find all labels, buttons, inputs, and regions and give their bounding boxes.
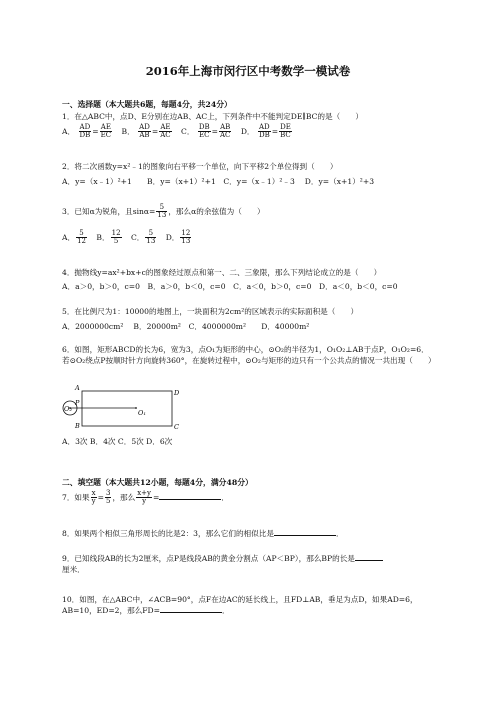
q1-option-c[interactable]: C． $\frac{DB}{EC}$ = $\frac{AB}{AC}$ (181, 123, 231, 140)
q3-option-c[interactable]: C． $\frac{5}{13}$ (130, 229, 156, 246)
question-2-stem: 2．将二次函数y=x²﹣1的图象向右平移一个单位，向下平移2个单位得到（ ） (62, 162, 338, 171)
q1-option-a[interactable]: A． $\frac{AD}{DB}$ = $\frac{AE}{EC}$ (62, 123, 112, 140)
question-5-stem: 5．在比例尺为1：10000的地图上，一块面积为2cm²的区域表示的实际面积是（ ） (62, 307, 359, 316)
question-3-stem: 3．已知α为锐角，且sinα= $\frac{5}{13}$ ，那么α的余弦值为（ ） (62, 203, 265, 220)
fraction: $\frac{AE}{EC}$ (100, 123, 112, 140)
q1-option-d[interactable]: D． $\frac{AD}{DB}$ = $\frac{DE}{BC}$ (240, 123, 291, 140)
answer-blank[interactable] (159, 492, 221, 500)
rectangle-abcd (82, 391, 172, 426)
q3-option-b[interactable]: B． $\frac{12}{5}$ (96, 229, 121, 246)
question-6-stem: 6．如图，矩形ABCD的长为6，宽为3，点O₁为矩形的中心，⊙O₂的半径为1，O₁O₂⊥AB于点P，O₁O₂=6．若⊙O₂绕点P按顺时针方向旋转360°，在旋转过程中，⊙O₂与矩形的边只有一个公共点的情况一共出现（ ） (62, 345, 436, 365)
fraction: $\frac{AB}{AC}$ (220, 123, 231, 140)
question-9-stem: 9．已知线段AB的长为2厘米，点P是线段AB的黄金分割点（AP＜BP），那么BP的长是 厘米． (62, 553, 434, 575)
question-3-options (62, 230, 198, 246)
option-label: B． (121, 126, 135, 136)
page-title: 2016年上海市闵行区中考数学一模试卷 (145, 64, 351, 78)
fraction: $\frac{DE}{BC}$ (280, 123, 291, 140)
fraction: $\frac{AD}{AB}$ (139, 123, 150, 140)
answer-blank[interactable] (355, 553, 383, 561)
label-a: A (75, 384, 80, 392)
question-2-options[interactable]: A．y=（x﹣1）²+1 B．y=（x+1）²+1 C．y=（x﹣1）²﹣3 D．y=（x+1）²+3 (62, 177, 375, 186)
q3-option-d[interactable]: D． $\frac{12}{13}$ (165, 229, 191, 246)
label-d: D (174, 389, 180, 397)
rectangle-circle-diagram (62, 384, 202, 430)
section-heading-choice: 一、选择题（本大题共6题，每题4分，共24分） (62, 100, 232, 109)
option-label: A． (62, 126, 76, 136)
q1-option-b[interactable]: B． $\frac{AD}{AB}$ = $\frac{AE}{AC}$ (121, 123, 171, 140)
question-4-options[interactable]: A．a＞0，b＞0，c=0 B．a＞0，b＜0，c=0 C．a＜0，b＞0，c=0 D．a＜0，b＜0，c=0 (62, 282, 398, 291)
center-o1 (135, 407, 137, 409)
fraction: $\frac{DB}{EC}$ (198, 123, 210, 140)
option-label: C． (181, 126, 195, 136)
label-c: C (174, 423, 179, 430)
fraction: $\frac{5}{13}$ (157, 203, 167, 220)
answer-blank[interactable] (160, 605, 222, 613)
label-b: B (75, 422, 80, 430)
question-10-stem: 10．如图，在△ABC中，∠ACB=90°，点F在边AC的延长线上，且FD⊥AB，垂足为点D，如果AD=6，AB=10，ED=2，那么FD= ． (62, 595, 418, 615)
question-7-stem: 7．如果 $\frac{x}{y}$ = $\frac{3}{5}$ ，那么 $\frac{x+y}{y}$ = ． (62, 489, 229, 506)
label-o1: O₁ (138, 409, 146, 417)
label-o2: O₂ (64, 405, 72, 413)
q3-option-a[interactable]: A． $\frac{5}{12}$ (62, 229, 86, 246)
question-4-stem: 4．抛物线y=ax²+bx+c的图象经过原点和第一、二、三象限，那么下列结论成立的是（ ） (62, 268, 382, 277)
label-p: P (75, 399, 80, 407)
fraction: $\frac{AD}{DB}$ (79, 123, 91, 140)
question-6-options[interactable]: A．3次 B．4次 C．5次 D．6次 (62, 437, 173, 446)
option-label: D． (240, 126, 255, 136)
question-8-stem: 8．如果两个相似三角形周长的比是2：3，那么它们的相似比是 ． (62, 529, 344, 538)
fraction: $\frac{AD}{DB}$ (258, 123, 270, 140)
question-1-options (62, 124, 299, 140)
fraction: $\frac{AE}{AC}$ (160, 123, 171, 140)
question-5-options[interactable]: A．2000000cm² B．20000m² C．4000000m² D．40000m² (62, 322, 310, 331)
section-heading-fill: 二、填空题（本大题共12小题，每题4分，满分48分） (62, 478, 253, 487)
answer-blank[interactable] (274, 528, 336, 536)
question-1-stem: 1．在△ABC中，点D、E分别在边AB、AC上，下列条件中不能判定DE∥BC的是（ ） (62, 112, 363, 121)
